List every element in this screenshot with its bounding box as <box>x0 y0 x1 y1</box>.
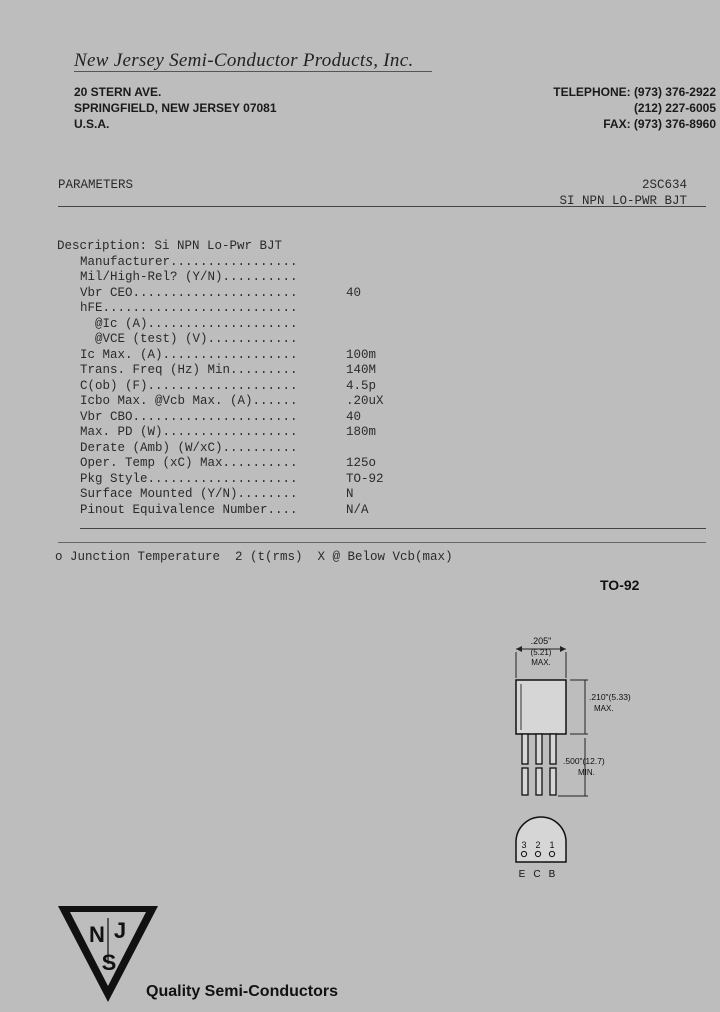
pin-letter: C <box>533 869 541 880</box>
package-body <box>516 680 566 734</box>
package-title: TO-92 <box>600 577 640 593</box>
to92-package-drawing <box>490 620 640 890</box>
spec-value: .20uX <box>346 394 384 408</box>
lead-dim-min: MIN. <box>578 768 595 777</box>
width-dim-label: .205" <box>530 636 552 646</box>
spec-label: Max. PD (W).................. <box>80 425 298 439</box>
spec-label: Vbr CEO...................... <box>80 286 298 300</box>
parameters-heading: PARAMETERS <box>58 178 134 192</box>
spec-value: 100m <box>346 348 377 362</box>
footnote-rule <box>58 542 706 543</box>
pin-number: 1 <box>549 840 555 850</box>
address-block <box>74 84 277 132</box>
spec-label: @VCE (test) (V)............ <box>80 332 298 346</box>
width-dim-max: MAX. <box>531 658 551 667</box>
footnote: o Junction Temperature 2 (t(rms) X @ Below Vcb(max) <box>55 550 453 564</box>
spec-label: @Ic (A).................... <box>80 317 298 331</box>
arrow-icon <box>516 646 522 652</box>
height-dim-max: MAX. <box>594 704 614 713</box>
lead-dim-label: .500"(12.7) <box>563 756 605 766</box>
company-underline <box>74 71 432 72</box>
fax-line: FAX: (973) 376-8960 <box>603 117 716 131</box>
spec-label: Surface Mounted (Y/N)........ <box>80 487 298 501</box>
pin-number: 2 <box>535 840 541 850</box>
spec-label: Trans. Freq (Hz) Min......... <box>80 363 298 377</box>
telephone-line: TELEPHONE: (973) 376-2922 <box>553 85 716 99</box>
spec-label: Vbr CBO...................... <box>80 410 298 424</box>
lead-upper <box>536 734 542 764</box>
pin-letter: B <box>548 869 556 880</box>
spec-label: Derate (Amb) (W/xC).......... <box>80 441 298 455</box>
spec-value: N <box>346 487 354 501</box>
pin-number: 3 <box>521 840 527 850</box>
spec-value: N/A <box>346 503 369 517</box>
spec-label: Mil/High-Rel? (Y/N).......... <box>80 270 298 284</box>
logo-letter-n: N <box>89 922 105 947</box>
lead-upper <box>550 734 556 764</box>
address-line-3: U.S.A. <box>74 117 110 131</box>
tagline: Quality Semi-Conductors <box>146 983 339 1000</box>
address-line-2: SPRINGFIELD, NEW JERSEY 07081 <box>74 101 277 115</box>
address-line-1: 20 STERN AVE. <box>74 85 162 99</box>
lead-lower <box>522 768 528 795</box>
lead-lower <box>550 768 556 795</box>
spec-value: TO-92 <box>346 472 384 486</box>
description-line: Description: Si NPN Lo-Pwr BJT <box>57 239 283 253</box>
spec-label: C(ob) (F).................... <box>80 379 298 393</box>
arrow-icon <box>560 646 566 652</box>
height-dim-label: .210"(5.33) <box>589 692 631 702</box>
spec-label: Icbo Max. @Vcb Max. (A)...... <box>80 394 298 408</box>
spec-value: 4.5p <box>346 379 377 393</box>
spec-value: 180m <box>346 425 377 439</box>
spec-label: Oper. Temp (xC) Max.......... <box>80 456 298 470</box>
part-description: SI NPN LO-PWR BJT <box>559 194 687 208</box>
spec-label: Ic Max. (A).................. <box>80 348 298 362</box>
spec-value: 125o <box>346 456 377 470</box>
logo-letter-j: J <box>113 918 127 943</box>
telephone-line-2: (212) 227-6005 <box>633 101 716 115</box>
pin-letter: E <box>518 869 526 880</box>
table-rule <box>80 528 706 529</box>
spec-label: Manufacturer................. <box>80 255 298 269</box>
spec-value: 40 <box>346 410 362 424</box>
njs-logo <box>56 904 160 1004</box>
width-dim-mm: (5.21) <box>530 648 552 657</box>
company-name: New Jersey Semi-Conductor Products, Inc. <box>74 50 414 71</box>
spec-label: hFE.......................... <box>80 301 298 315</box>
lead-upper <box>522 734 528 764</box>
spec-value: 40 <box>346 286 362 300</box>
spec-label: Pinout Equivalence Number.... <box>80 503 298 517</box>
contact-block <box>553 84 716 132</box>
part-number: 2SC634 <box>641 178 687 192</box>
lead-lower <box>536 768 542 795</box>
spec-label: Pkg Style.................... <box>80 472 298 486</box>
logo-letter-s: S <box>101 950 117 975</box>
spec-value: 140M <box>346 363 377 377</box>
